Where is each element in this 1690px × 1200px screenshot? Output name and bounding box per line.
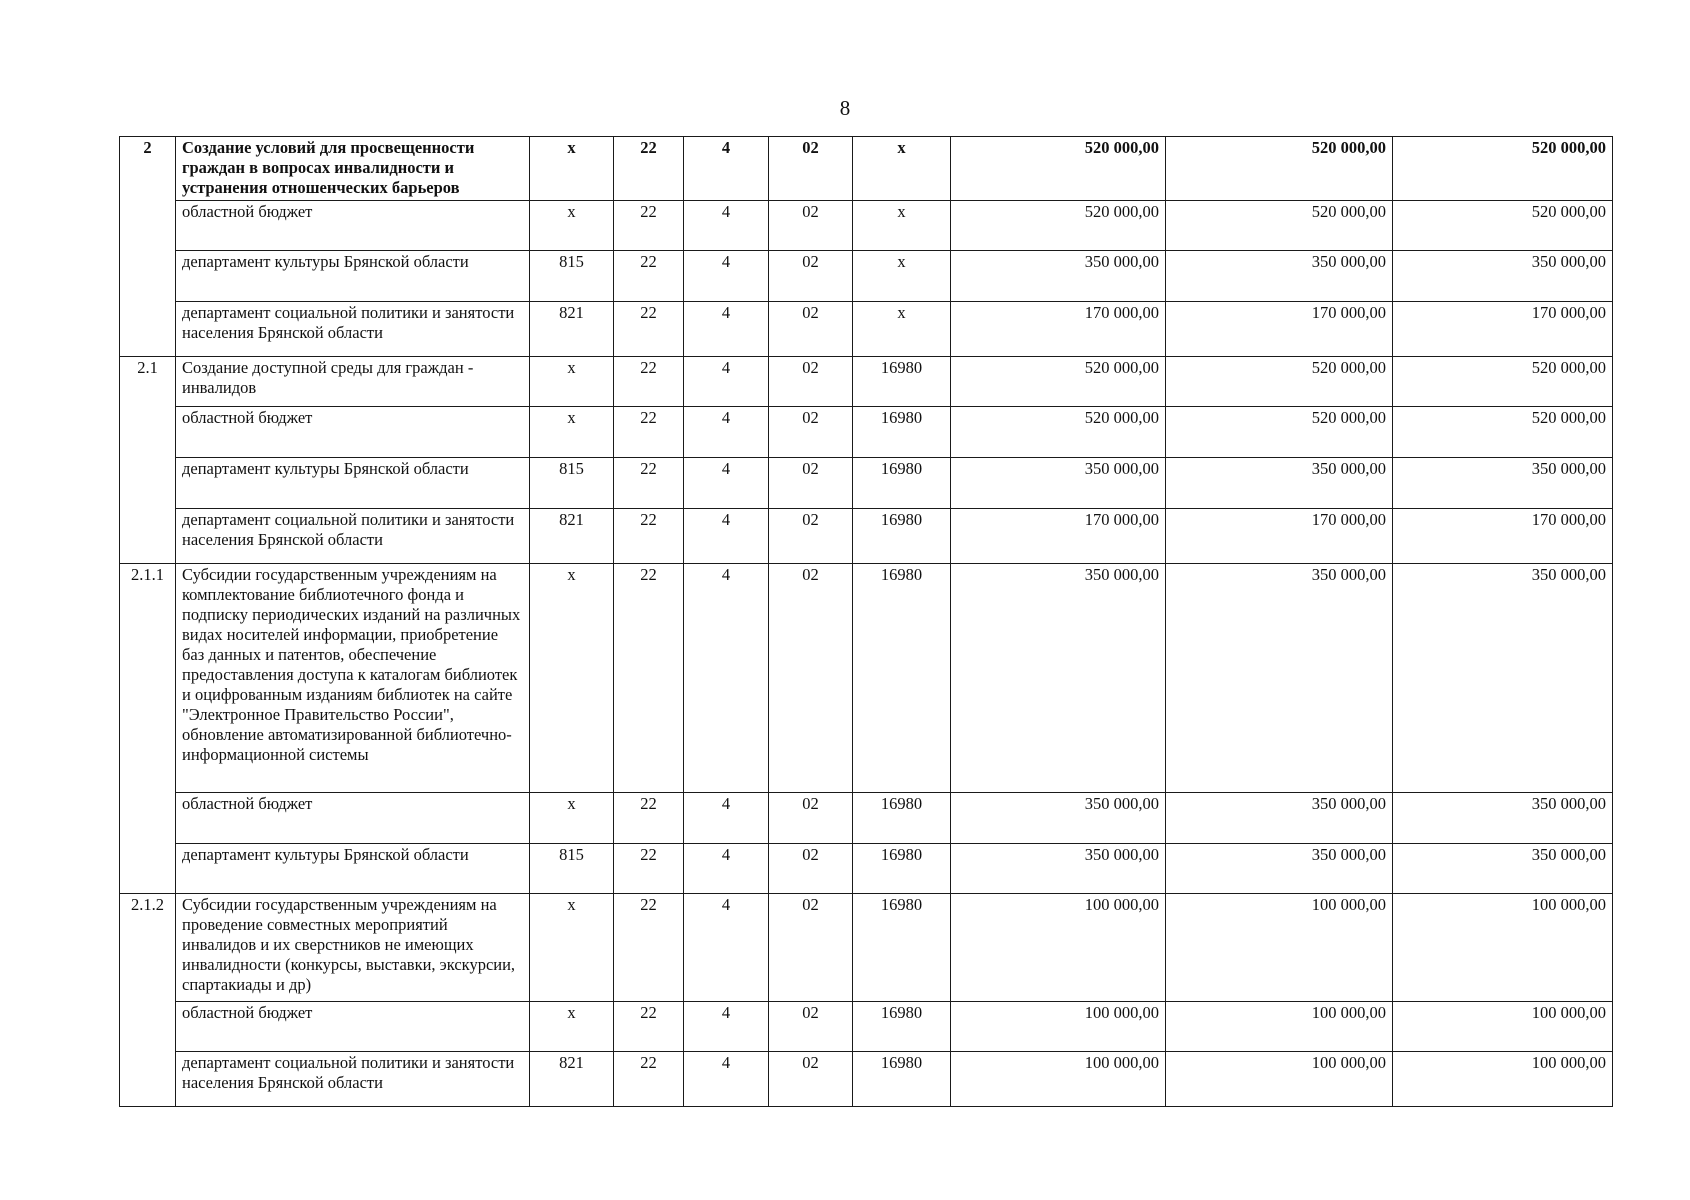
amount-year1-cell: 100 000,00	[951, 1052, 1166, 1107]
grbs-code-cell: х	[530, 894, 614, 1002]
grbs-code-cell: х	[530, 1002, 614, 1052]
item-name-cell: областной бюджет	[176, 1002, 530, 1052]
amount-year2-cell: 520 000,00	[1166, 201, 1393, 251]
table-body	[120, 137, 1613, 1107]
main-measure-code-cell: 02	[769, 357, 853, 407]
grbs-code-cell: 815	[530, 458, 614, 509]
subprogram-code-cell: 4	[684, 357, 769, 407]
section-row	[120, 894, 1613, 1002]
section-row	[120, 357, 1613, 407]
direction-code-cell: 16980	[853, 407, 951, 458]
item-name-cell: Субсидии государственным учреждениям на проведение совместных мероприятий инвалидов и их сверстников не имеющих инвалидности (конкурсы, выставки, экскурсии, спартакиады и др)	[176, 894, 530, 1002]
program-code-cell: 22	[614, 793, 684, 844]
main-measure-code-cell: 02	[769, 302, 853, 357]
item-name-cell: департамент культуры Брянской области	[176, 458, 530, 509]
program-code-cell: 22	[614, 1052, 684, 1107]
subprogram-code-cell: 4	[684, 793, 769, 844]
subprogram-code-cell: 4	[684, 844, 769, 894]
amount-year3-cell: 100 000,00	[1393, 1052, 1613, 1107]
amount-year1-cell: 350 000,00	[951, 564, 1166, 793]
item-name-cell: департамент социальной политики и занятости населения Брянской области	[176, 302, 530, 357]
row-number-cell: 2	[120, 137, 176, 357]
amount-year3-cell: 350 000,00	[1393, 251, 1613, 302]
amount-year2-cell: 350 000,00	[1166, 458, 1393, 509]
amount-year2-cell: 350 000,00	[1166, 251, 1393, 302]
amount-year3-cell: 520 000,00	[1393, 201, 1613, 251]
item-name-cell: Создание условий для просвещенности граждан в вопросах инвалидности и устранения отношенческих барьеров	[176, 137, 530, 201]
grbs-code-cell: х	[530, 793, 614, 844]
main-measure-code-cell: 02	[769, 793, 853, 844]
amount-year2-cell: 170 000,00	[1166, 302, 1393, 357]
table-row	[120, 458, 1613, 509]
direction-code-cell: 16980	[853, 357, 951, 407]
grbs-code-cell: 821	[530, 1052, 614, 1107]
direction-code-cell: х	[853, 251, 951, 302]
grbs-code-cell: х	[530, 201, 614, 251]
program-code-cell: 22	[614, 844, 684, 894]
main-measure-code-cell: 02	[769, 458, 853, 509]
amount-year1-cell: 170 000,00	[951, 509, 1166, 564]
subprogram-code-cell: 4	[684, 302, 769, 357]
item-name-cell: департамент социальной политики и занятости населения Брянской области	[176, 509, 530, 564]
subprogram-code-cell: 4	[684, 201, 769, 251]
amount-year2-cell: 350 000,00	[1166, 844, 1393, 894]
subprogram-code-cell: 4	[684, 1002, 769, 1052]
amount-year3-cell: 100 000,00	[1393, 1002, 1613, 1052]
program-code-cell: 22	[614, 458, 684, 509]
table-row	[120, 251, 1613, 302]
program-code-cell: 22	[614, 564, 684, 793]
item-name-cell: департамент культуры Брянской области	[176, 251, 530, 302]
grbs-code-cell: 821	[530, 302, 614, 357]
table-row	[120, 1002, 1613, 1052]
amount-year1-cell: 350 000,00	[951, 844, 1166, 894]
table-row	[120, 407, 1613, 458]
direction-code-cell: 16980	[853, 894, 951, 1002]
direction-code-cell: 16980	[853, 844, 951, 894]
amount-year1-cell: 100 000,00	[951, 894, 1166, 1002]
main-measure-code-cell: 02	[769, 894, 853, 1002]
section-row	[120, 137, 1613, 201]
direction-code-cell: х	[853, 137, 951, 201]
item-name-cell: областной бюджет	[176, 201, 530, 251]
direction-code-cell: 16980	[853, 509, 951, 564]
amount-year2-cell: 520 000,00	[1166, 407, 1393, 458]
table-row	[120, 302, 1613, 357]
subprogram-code-cell: 4	[684, 407, 769, 458]
grbs-code-cell: 821	[530, 509, 614, 564]
subprogram-code-cell: 4	[684, 509, 769, 564]
amount-year2-cell: 100 000,00	[1166, 1002, 1393, 1052]
grbs-code-cell: 815	[530, 844, 614, 894]
amount-year1-cell: 100 000,00	[951, 1002, 1166, 1052]
item-name-cell: департамент культуры Брянской области	[176, 844, 530, 894]
main-measure-code-cell: 02	[769, 564, 853, 793]
amount-year3-cell: 350 000,00	[1393, 793, 1613, 844]
item-name-cell: областной бюджет	[176, 407, 530, 458]
item-name-cell: областной бюджет	[176, 793, 530, 844]
amount-year1-cell: 520 000,00	[951, 201, 1166, 251]
main-measure-code-cell: 02	[769, 1002, 853, 1052]
direction-code-cell: 16980	[853, 793, 951, 844]
main-measure-code-cell: 02	[769, 201, 853, 251]
subprogram-code-cell: 4	[684, 458, 769, 509]
amount-year1-cell: 520 000,00	[951, 137, 1166, 201]
item-name-cell: Создание доступной среды для граждан - инвалидов	[176, 357, 530, 407]
amount-year3-cell: 170 000,00	[1393, 509, 1613, 564]
direction-code-cell: 16980	[853, 564, 951, 793]
grbs-code-cell: х	[530, 357, 614, 407]
amount-year2-cell: 350 000,00	[1166, 564, 1393, 793]
program-code-cell: 22	[614, 407, 684, 458]
row-number-cell: 2.1.2	[120, 894, 176, 1107]
grbs-code-cell: 815	[530, 251, 614, 302]
amount-year3-cell: 100 000,00	[1393, 894, 1613, 1002]
amount-year1-cell: 520 000,00	[951, 357, 1166, 407]
subprogram-code-cell: 4	[684, 1052, 769, 1107]
amount-year3-cell: 520 000,00	[1393, 407, 1613, 458]
amount-year2-cell: 520 000,00	[1166, 357, 1393, 407]
program-code-cell: 22	[614, 357, 684, 407]
program-code-cell: 22	[614, 137, 684, 201]
main-measure-code-cell: 02	[769, 1052, 853, 1107]
budget-table	[119, 136, 1613, 1107]
subprogram-code-cell: 4	[684, 137, 769, 201]
amount-year2-cell: 350 000,00	[1166, 793, 1393, 844]
main-measure-code-cell: 02	[769, 407, 853, 458]
amount-year1-cell: 350 000,00	[951, 793, 1166, 844]
direction-code-cell: х	[853, 302, 951, 357]
program-code-cell: 22	[614, 251, 684, 302]
section-row	[120, 564, 1613, 793]
amount-year3-cell: 520 000,00	[1393, 357, 1613, 407]
main-measure-code-cell: 02	[769, 844, 853, 894]
table-row	[120, 1052, 1613, 1107]
program-code-cell: 22	[614, 1002, 684, 1052]
amount-year3-cell: 350 000,00	[1393, 844, 1613, 894]
program-code-cell: 22	[614, 894, 684, 1002]
item-name-cell: департамент социальной политики и занятости населения Брянской области	[176, 1052, 530, 1107]
amount-year1-cell: 350 000,00	[951, 458, 1166, 509]
direction-code-cell: 16980	[853, 1052, 951, 1107]
program-code-cell: 22	[614, 302, 684, 357]
grbs-code-cell: х	[530, 564, 614, 793]
amount-year1-cell: 350 000,00	[951, 251, 1166, 302]
amount-year2-cell: 100 000,00	[1166, 1052, 1393, 1107]
main-measure-code-cell: 02	[769, 509, 853, 564]
amount-year1-cell: 170 000,00	[951, 302, 1166, 357]
row-number-cell: 2.1.1	[120, 564, 176, 894]
amount-year3-cell: 170 000,00	[1393, 302, 1613, 357]
subprogram-code-cell: 4	[684, 564, 769, 793]
table-row	[120, 793, 1613, 844]
table-row	[120, 844, 1613, 894]
amount-year2-cell: 170 000,00	[1166, 509, 1393, 564]
main-measure-code-cell: 02	[769, 137, 853, 201]
program-code-cell: 22	[614, 201, 684, 251]
direction-code-cell: 16980	[853, 458, 951, 509]
grbs-code-cell: х	[530, 137, 614, 201]
item-name-cell: Субсидии государственным учреждениям на комплектование библиотечного фонда и подписку периодических изданий на различных видах носителей информации, приобретение баз данных и патентов, обеспечение предоставления доступа к каталогам библиотек и оцифрованным изданиям библиотек на сайте "Электронное Правительство России", обновление автоматизированной библиотечно-информационной системы	[176, 564, 530, 793]
table-row	[120, 509, 1613, 564]
table-row	[120, 201, 1613, 251]
amount-year3-cell: 350 000,00	[1393, 564, 1613, 793]
direction-code-cell: х	[853, 201, 951, 251]
row-number-cell: 2.1	[120, 357, 176, 564]
amount-year3-cell: 350 000,00	[1393, 458, 1613, 509]
page-number: 8	[839, 96, 851, 120]
direction-code-cell: 16980	[853, 1002, 951, 1052]
program-code-cell: 22	[614, 509, 684, 564]
subprogram-code-cell: 4	[684, 894, 769, 1002]
amount-year3-cell: 520 000,00	[1393, 137, 1613, 201]
grbs-code-cell: х	[530, 407, 614, 458]
amount-year2-cell: 100 000,00	[1166, 894, 1393, 1002]
main-measure-code-cell: 02	[769, 251, 853, 302]
amount-year2-cell: 520 000,00	[1166, 137, 1393, 201]
amount-year1-cell: 520 000,00	[951, 407, 1166, 458]
subprogram-code-cell: 4	[684, 251, 769, 302]
